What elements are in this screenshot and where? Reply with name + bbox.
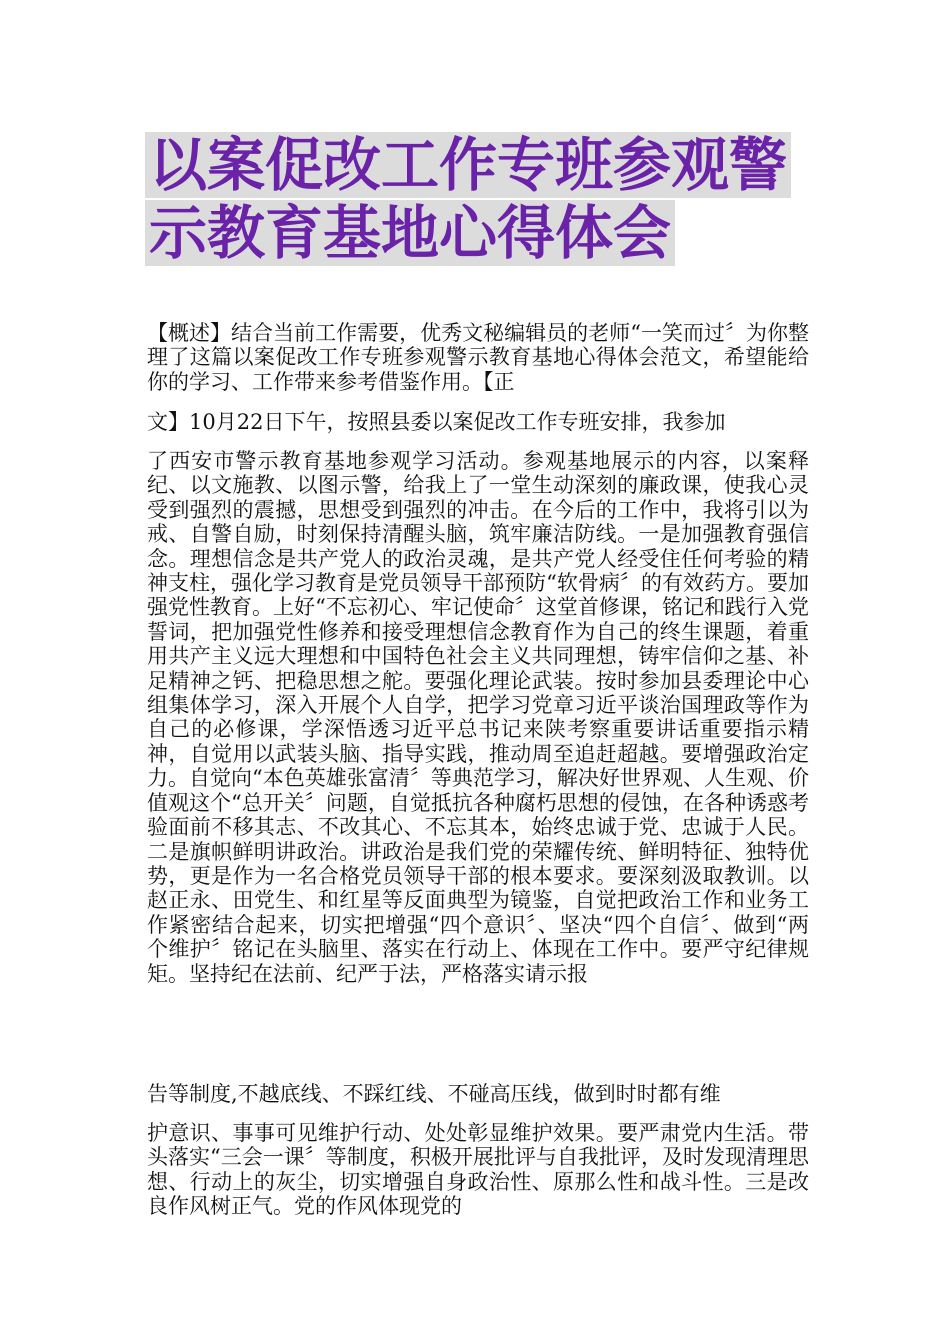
document-title-line-1: 以案促改工作专班参观警 <box>145 132 791 198</box>
body-line: 告等制度,不越底线、不踩红线、不碰高压线，做到时时都有维 <box>147 1082 721 1106</box>
body-paragraph: 护意识、事事可见维护行动、处处彰显维护效果。要严肃党内生活。带头落实“三会一课〞等制度，积极开展批评与自我批评，及时发现清理思想、行动上的灰尘，切实增强自身政治性、原那么性和战斗性。三是改良作风树正气。党的作风体现党的 <box>147 1121 809 1219</box>
body-line: 文】10月22日下午，按照县委以案促改工作专班安排，我参加 <box>147 410 726 434</box>
document-title-line-2: 示教育基地心得体会 <box>145 200 675 266</box>
summary-paragraph: 【概述】结合当前工作需要，优秀文秘编辑员的老师“一笑而过〞为你整理了这篇以案促改工作专班参观警示教育基地心得体会范文，希望能给你的学习、工作带来参考借鉴作用。【正 <box>147 321 809 394</box>
body-paragraph: 了西安市警示教育基地参观学习活动。参观基地展示的内容，以案释纪、以文施教、以图示警，给我上了一堂生动深刻的廉政课，使我心灵受到强烈的震撼，思想受到强烈的冲击。在今后的工作中，我将引以为戒、自警自励，时刻保持清醒头脑，筑牢廉洁防线。一是加强教育强信念。理想信念是共产党人的政治灵魂，是共产党人经受住任何考验的精神支柱，强化学习教育是党员领导干部预防“软骨病〞的有效药方。要加强党性教育。上好“不忘初心、牢记使命〞这堂首修课，铭记和践行入党誓词，把加强党性修养和接受理想信念教育作为自己的终生课题，着重用共产主义远大理想和中国特色社会主义共同理想，铸牢信仰之基、补足精神之钙、把稳思想之舵。要强化理论武装。按时参加县委理论中心组集体学习，深入开展个人自学，把学习党章习近平谈治国理政等作为自己的必修课，学深悟透习近平总书记来陕考察重要讲话重要指示精神，自觉用以武装头脑、指导实践，推动周至追赶超越。要增强政治定力。自觉向“本色英雄张富清〞等典范学习，解决好世界观、人生观、价值观这个“总开关〞问题，自觉抵抗各种腐朽思想的侵蚀，在各种诱惑考验面前不移其志、不改其心、不忘其本，始终忠诚于党、忠诚于人民。二是旗帜鲜明讲政治。讲政治是我们党的荣耀传统、鲜明特征、独特优势，更是作为一名合格党员领导干部的根本要求。要深刻汲取教训。以赵正永、田党生、和红星等反面典型为镜鉴，自觉把政治工作和业务工作紧密结合起来，切实把增强“四个意识〞、坚决“四个自信〞、做到“两个维护〞铭记在头脑里、落实在行动上、体现在工作中。要严守纪律规矩。坚持纪在法前、纪严于法，严格落实请示报 <box>147 449 809 986</box>
